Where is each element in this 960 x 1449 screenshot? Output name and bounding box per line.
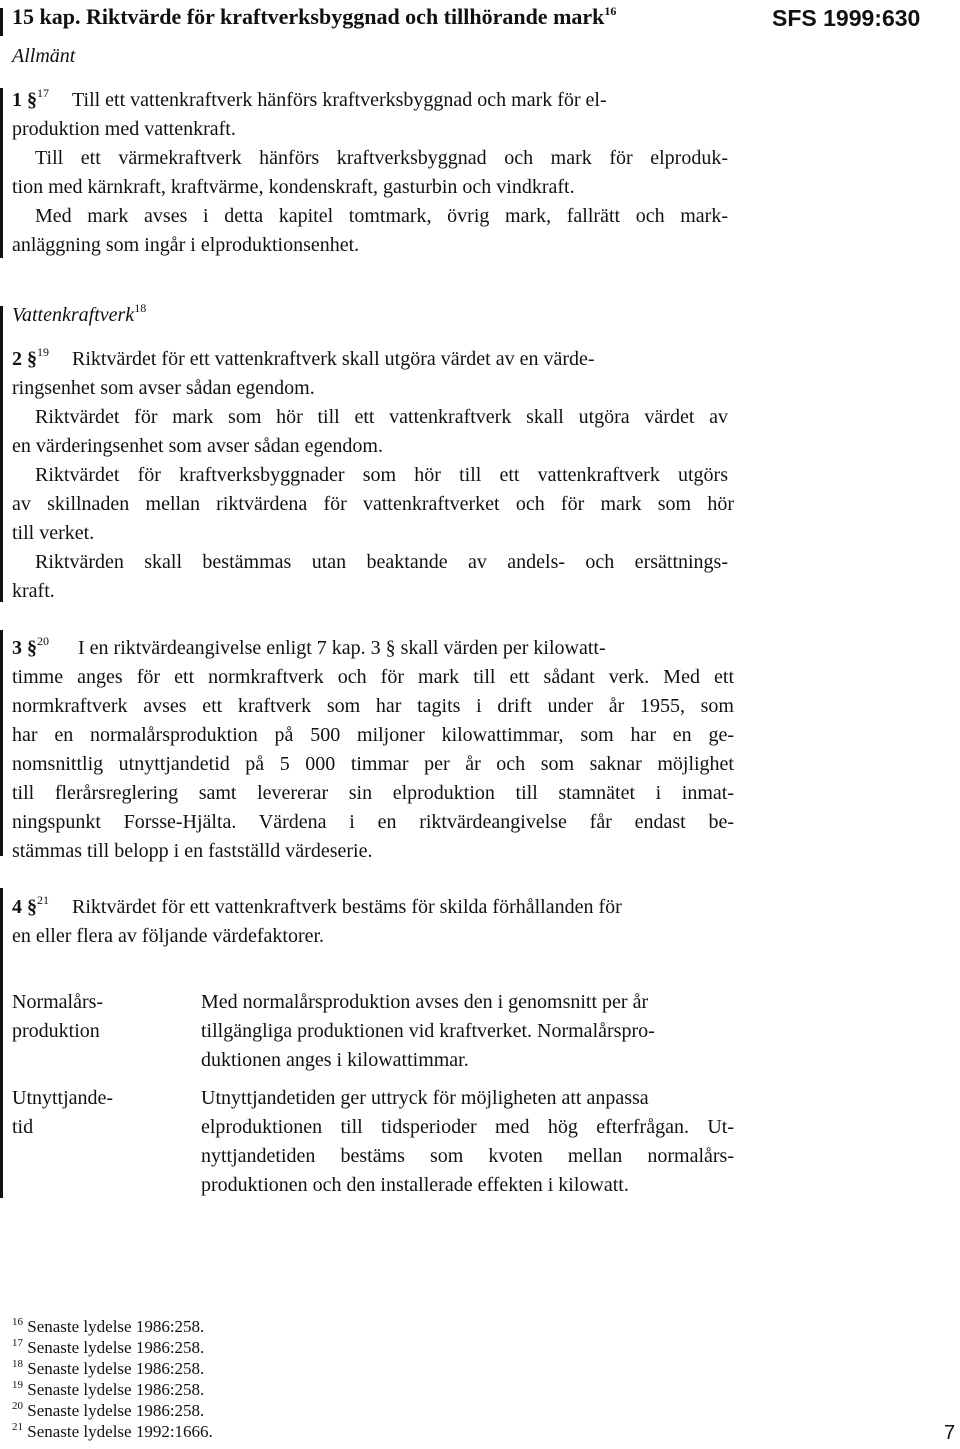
footnote: $^{19}$ Senaste lydelse 1986:258. bbox=[12, 1379, 205, 1399]
paragraph-1-line: 1 §$^{17}$ Till ett vattenkraftverk hänförs kraftverksbyggnad och mark för el- bbox=[12, 86, 607, 111]
paragraph-1-line: anläggning som ingår i elproduktionsenhet. bbox=[12, 234, 360, 256]
paragraph-2-line: av skillnaden mellan riktvärdena för vattenkraftverket och för mark som hör bbox=[12, 493, 734, 515]
footnote: $^{16}$ Senaste lydelse 1986:258. bbox=[12, 1316, 205, 1336]
definition-term: Utnyttjande- tid bbox=[12, 1087, 114, 1138]
paragraph-3-line: stämmas till belopp i en fastställd värdeserie. bbox=[12, 840, 373, 862]
footnote: $^{18}$ Senaste lydelse 1986:258. bbox=[12, 1358, 205, 1378]
chapter-title: 15 kap. Riktvärde för kraftverksbyggnad och tillhörande mark$^{16}$ bbox=[12, 4, 617, 29]
paragraph-3-line: ningspunkt Forsse-Hjälta. Värdena i en riktvärdeangivelse får endast be- bbox=[12, 811, 734, 833]
paragraph-2-line: Riktvärdet för mark som hör till ett vattenkraftverk skall utgöra värdet av bbox=[35, 406, 728, 428]
paragraph-2-line: Riktvärdet för kraftverksbyggnader som hör till ett vattenkraftverk utgörs bbox=[35, 464, 728, 486]
paragraph-1-line: produktion med vattenkraft. bbox=[12, 118, 236, 140]
paragraph-2-line: 2 §$^{19}$ Riktvärdet för ett vattenkraftverk skall utgöra värdet av en värde- bbox=[12, 345, 595, 370]
paragraph-1-line: tion med kärnkraft, kraftvärme, kondenskraft, gasturbin och vindkraft. bbox=[12, 176, 575, 198]
paragraph-1-line: Till ett värmekraftverk hänförs kraftverksbyggnad och mark för elproduk- bbox=[35, 147, 728, 169]
definition-text: Utnyttjandetiden ger uttryck för möjligheten att anpassa elproduktionen till tidsperioder med hög efterfrågan. Ut- nyttjandetiden bestäms som kvoten mellan normalårs- produktionen och den installerade effekten i kilowatt. bbox=[201, 1087, 734, 1196]
sfs-number: SFS 1999:630 bbox=[772, 5, 921, 31]
section-heading: Vattenkraftverk$^{18}$ bbox=[12, 301, 147, 326]
paragraph-3-line: till flerårsreglering samt levererar sin elproduktion till stamnätet i inmat- bbox=[12, 782, 734, 804]
paragraph-2-line: en värderingsenhet som avser sådan egendom. bbox=[12, 435, 383, 457]
footnote: $^{21}$ Senaste lydelse 1992:1666. bbox=[12, 1421, 213, 1441]
footnote-ref: 16 bbox=[604, 4, 617, 18]
change-bar bbox=[0, 888, 3, 1198]
definition-text: Med normalårsproduktion avses den i genomsnitt per år tillgängliga produktionen vid kraftverket. Normalårspro- duktionen anges i kilowattimmar. bbox=[201, 991, 655, 1071]
change-bar bbox=[0, 8, 3, 36]
paragraph-1-line: Med mark avses i detta kapitel tomtmark, övrig mark, fallrätt och mark- bbox=[35, 205, 728, 227]
paragraph-2-line: kraft. bbox=[12, 580, 55, 602]
section-heading: Allmänt bbox=[12, 45, 76, 67]
paragraph-4-line: en eller flera av följande värdefaktorer. bbox=[12, 925, 325, 947]
page-number: 7 bbox=[944, 1422, 956, 1444]
footnote: $^{20}$ Senaste lydelse 1986:258. bbox=[12, 1400, 205, 1420]
paragraph-2-line: till verket. bbox=[12, 522, 95, 544]
change-bar bbox=[0, 88, 3, 258]
change-bar bbox=[0, 630, 3, 856]
paragraph-3-line: har en normalårsproduktion på 500 miljoner kilowattimmar, som har en ge- bbox=[12, 724, 734, 746]
paragraph-2-line: Riktvärden skall bestämmas utan beaktande av andels- och ersättnings- bbox=[35, 551, 728, 573]
change-bar bbox=[0, 306, 3, 602]
paragraph-4-line: 4 §$^{21}$ Riktvärdet för ett vattenkraftverk bestäms för skilda förhållanden för bbox=[12, 893, 622, 918]
paragraph-3-line: normkraftverk avses ett kraftverk som har tagits i drift under år 1955, som bbox=[12, 695, 734, 717]
definition-term: Normalårs- produktion bbox=[12, 991, 104, 1042]
paragraph-3-line: timme anges för ett normkraftverk och för mark till ett sådant verk. Med ett bbox=[12, 666, 734, 688]
paragraph-2-line: ringsenhet som avser sådan egendom. bbox=[12, 377, 315, 399]
paragraph-3-line: nomsnittlig utnyttjandetid på 5 000 timmar per år och som saknar möjlighet bbox=[12, 753, 734, 775]
footnote: $^{17}$ Senaste lydelse 1986:258. bbox=[12, 1337, 205, 1357]
paragraph-3-line: 3 §$^{20}$ I en riktvärdeangivelse enligt 7 kap. 3 § skall värden per kilowatt- bbox=[12, 634, 606, 659]
